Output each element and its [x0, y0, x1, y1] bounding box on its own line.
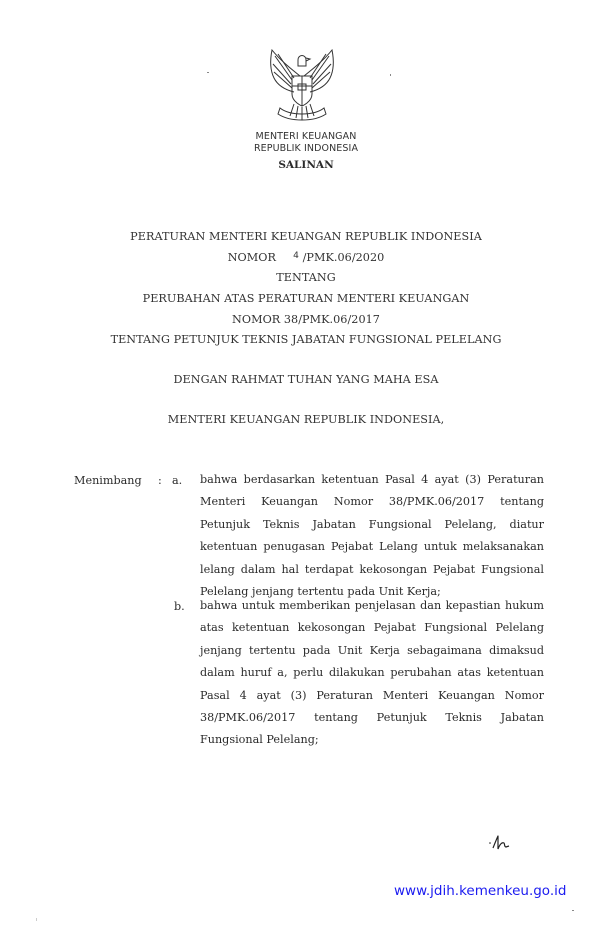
subject-line-1: PERUBAHAN ATAS PERATURAN MENTERI KEUANGAN	[142, 292, 470, 305]
institution-line-2: REPUBLIK INDONESIA	[253, 143, 359, 154]
scan-speck	[572, 910, 574, 911]
invocation: DENGAN RAHMAT TUHAN YANG MAHA ESA	[173, 373, 439, 386]
jdih-url-link[interactable]: www.jdih.kemenkeu.go.id	[394, 883, 567, 899]
authority: MENTERI KEUANGAN REPUBLIK INDONESIA,	[167, 413, 445, 426]
institution-line-1: MENTERI KEUANGAN	[255, 131, 357, 142]
regulation-number	[0, 251, 612, 264]
consideration-b-text: bahwa untuk memberikan penjelasan dan kepastian hukum atas ketentuan kekosongan Pejabat Fungsional Pelelang jenjang tertentu pada Unit Kerja sebagaimana dimaksud dalam huruf a, perlu dilakukan perubahan atas ketentuan Pasal 4 ayat (3) Peraturan Menteri Keuangan Nomor 38/PMK.06/2017 tentang Petunjuk Teknis Jabatan Fungsional Pelelang;	[200, 599, 544, 747]
item-a-marker: a.	[172, 474, 183, 487]
menimbang-separator: :	[158, 474, 162, 487]
consideration-a-text: bahwa berdasarkan ketentuan Pasal 4 ayat (3) Peraturan Menteri Keuangan Nomor 38/PMK.06/2017 tentang Petunjuk Teknis Jabatan Fungsional Pelelang, diatur ketentuan penugasan Pejabat Lelang untuk melaksanakan lelang dalam hal terdapat kekosongan Pejabat Fungsional Pelelang jenjang tertentu pada Unit Kerja;	[200, 473, 544, 599]
copy-label: SALINAN	[278, 159, 334, 171]
scan-speck	[390, 74, 391, 76]
nomor-suffix: /PMK.06/2020	[302, 251, 385, 264]
regulation-title: PERATURAN MENTERI KEUANGAN REPUBLIK INDONESIA	[130, 230, 482, 243]
paraf-initial-icon	[488, 834, 512, 856]
menimbang-label: Menimbang	[74, 474, 142, 487]
nomor-prefix: NOMOR	[227, 251, 276, 264]
item-b-marker: b.	[174, 600, 185, 613]
subject-line-2: NOMOR 38/PMK.06/2017	[232, 313, 380, 326]
nomor-number: 4	[293, 251, 299, 261]
tentang-label: TENTANG	[276, 271, 336, 284]
garuda-emblem-icon	[262, 46, 342, 128]
scan-speck	[207, 72, 209, 73]
scan-speck	[36, 918, 37, 921]
subject-line-3: TENTANG PETUNJUK TEKNIS JABATAN FUNGSIONAL PELELANG	[110, 333, 502, 346]
